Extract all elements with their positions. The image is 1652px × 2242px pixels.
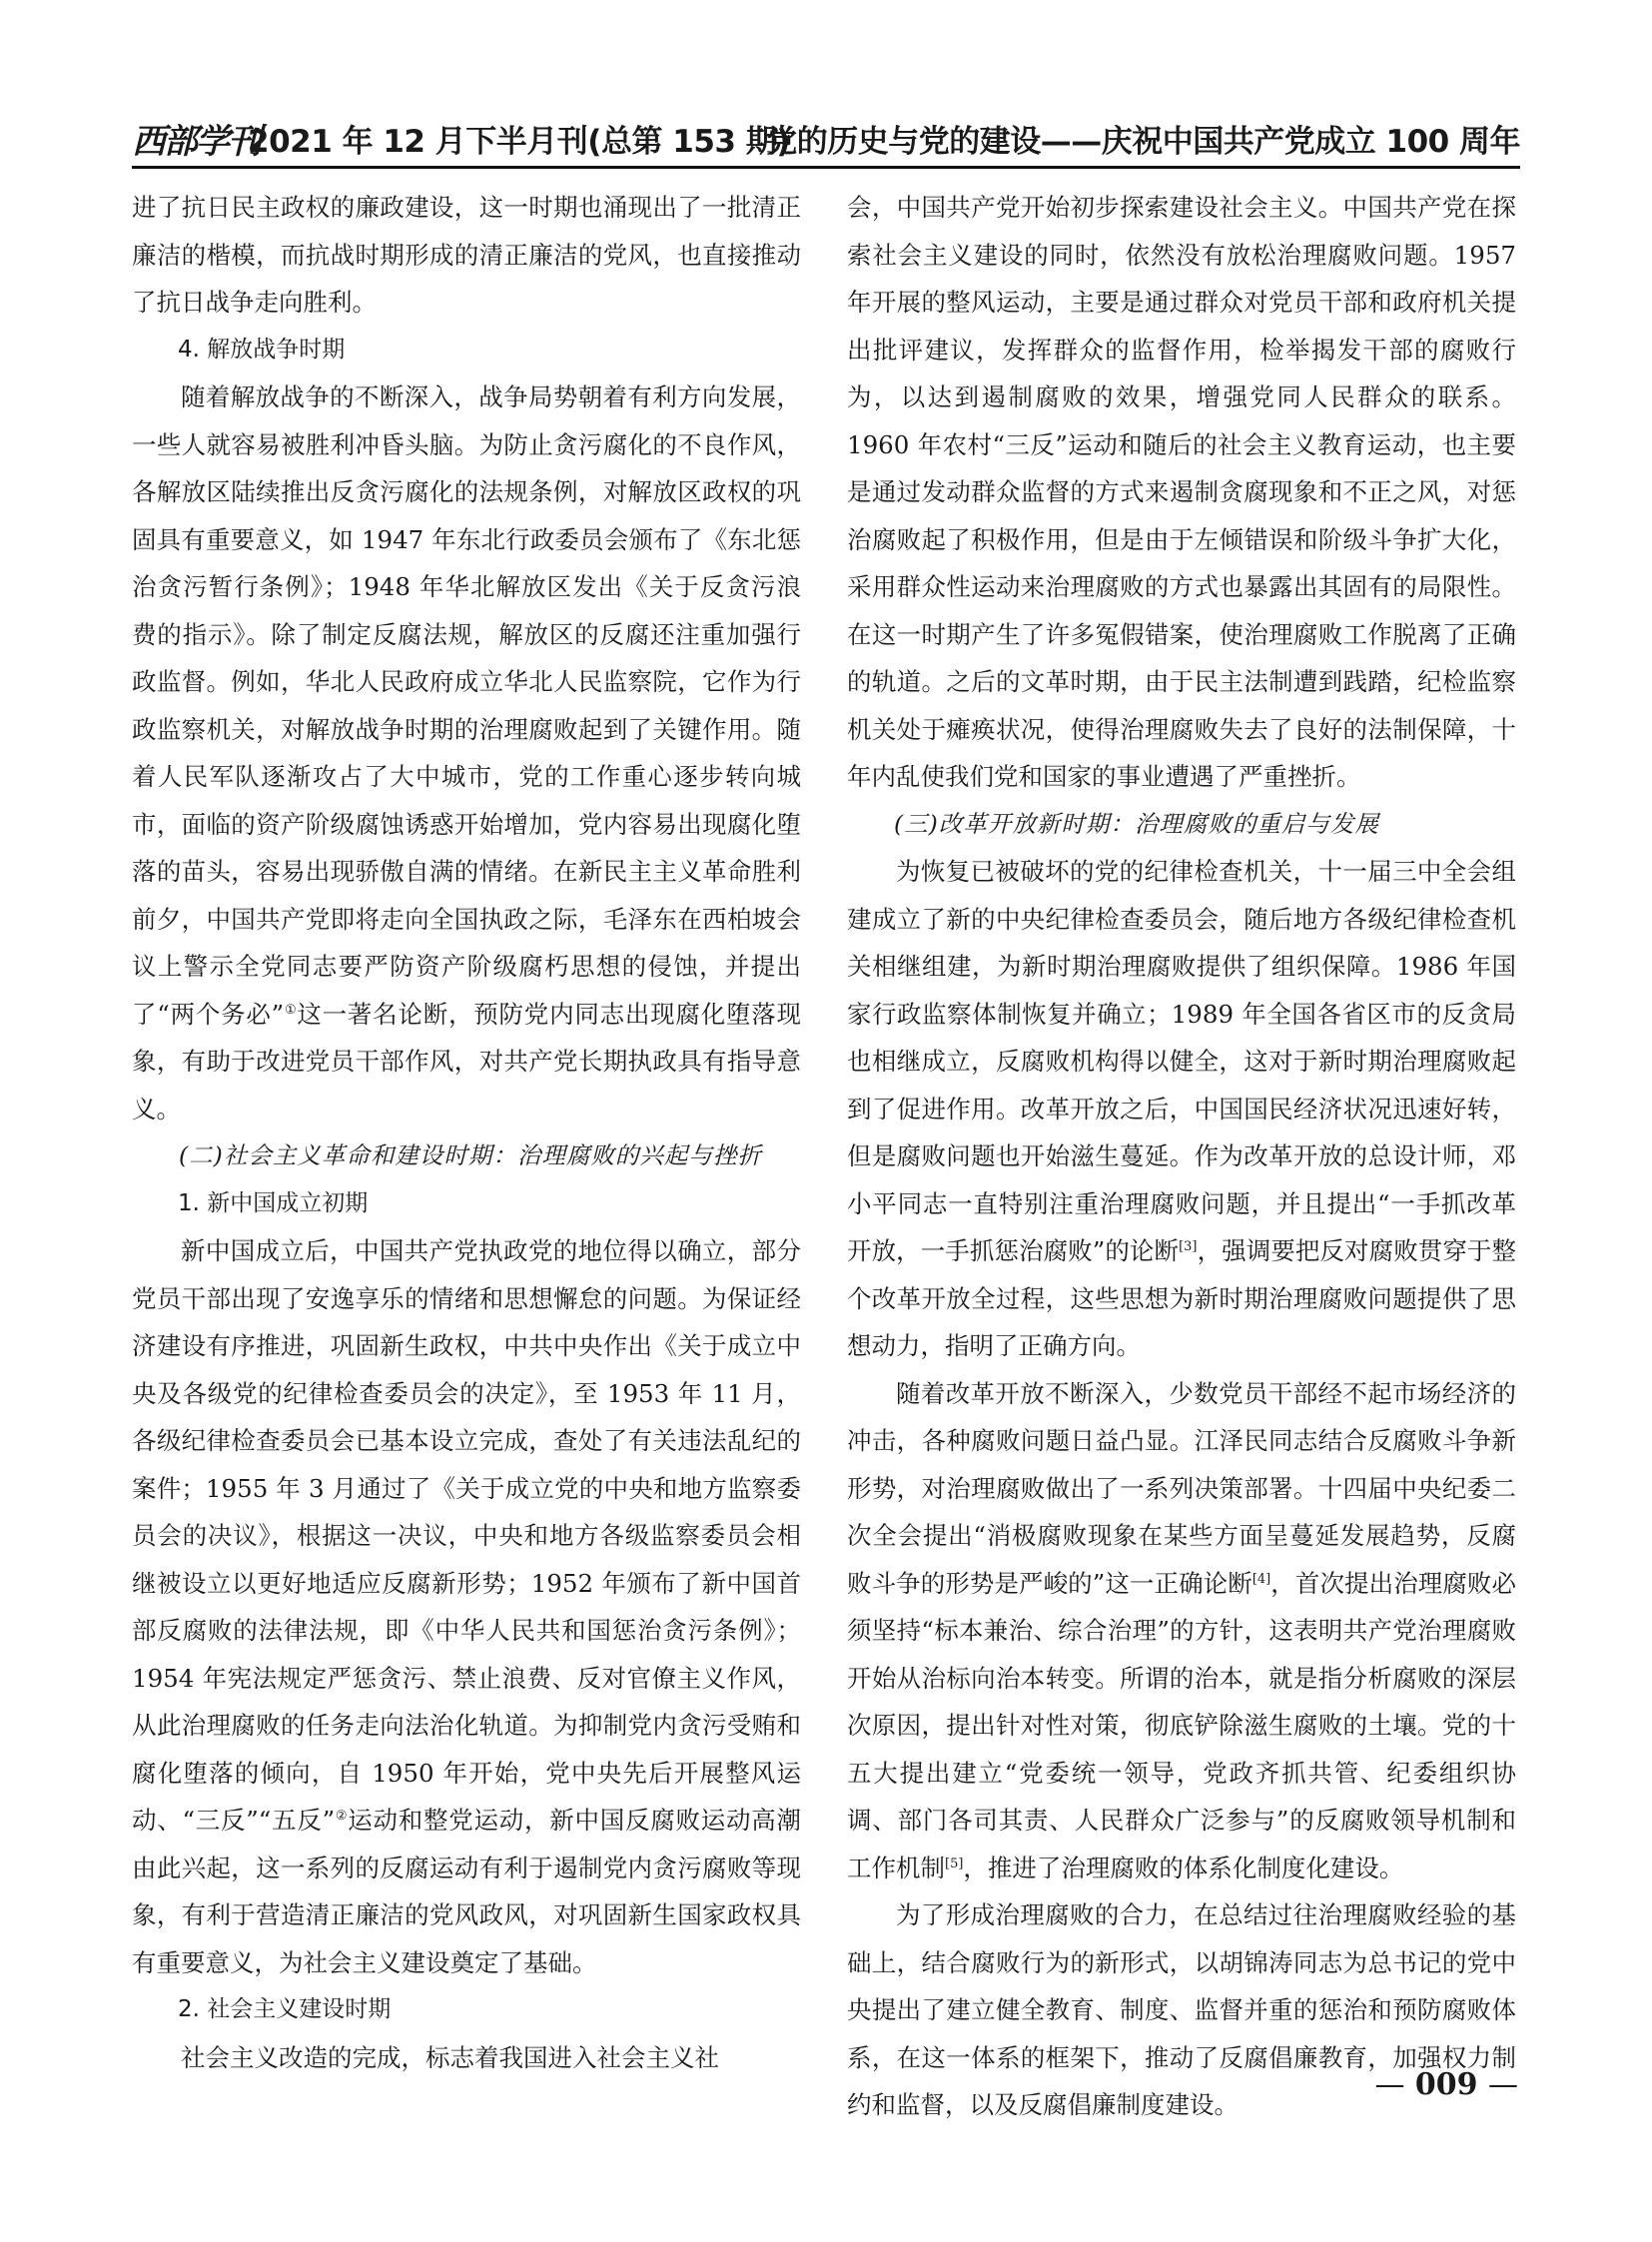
citation-marker: [5]: [945, 1856, 964, 1871]
journal-logo: 西部学刊: [132, 122, 260, 162]
footnote-marker: ②: [335, 1808, 349, 1824]
paragraph: 为恢复已被破坏的党的纪律检查机关，十一届三中全会组建成立了新的中央纪律检查委员会，随后地方各级纪律检查机关相继组建，为新时期治理腐败提供了组织保障。1986 年国家行政监察体制恢复并确立；1989 年全国各省区市的反贪局也相继成立，反腐败机构得以健全，这对于新时期治理腐败起到了促进作用。改革开放之后，中国国民经济状况迅速好转，但是腐败问题也开始滋生蔓延。作为改革开放的总设计师，邓小平同志一直特别注重治理腐败问题，并且提出“一手抓改革开放，一手抓惩治腐败”的论断[3]，强调要把反对腐败贯穿于整个改革开放全过程，这些思想为新时期治理腐败问题提供了思想动力，指明了正确方向。: [847, 857, 1516, 1360]
subheading: 1. 新中国成立初期: [178, 1189, 369, 1216]
section-heading: (三)改革开放新时期：治理腐败的重启与发展: [894, 809, 1379, 838]
paragraph: 为了形成治理腐败的合力，在总结过往治理腐败经验的基础上，结合腐败行为的新形式，以胡锦涛同志为总书记的党中央提出了建立健全教育、制度、监督并重的惩治和预防腐败体系，在这一体系的框架下，推动了反腐倡廉教育，加强权力制约和监督，以及反腐倡廉制度建设。: [847, 1900, 1516, 2119]
paragraph: 会，中国共产党开始初步探索建设社会主义。中国共产党在探索社会主义建设的同时，依然没有放松治理腐败问题。1957 年开展的整风运动，主要是通过群众对党员干部和政府机关提出批评建议，发挥群众的监督作用，检举揭发干部的腐败行为，以达到遏制腐败的效果，增强党同人民群众的联系。1960 年农村“三反”运动和随后的社会主义教育运动，也主要是通过发动群众监督的方式来遏制贪腐现象和不正之风，对惩治腐败起了积极作用，但是由于左倾错误和阶级斗争扩大化，采用群众性运动来治理腐败的方式也暴露出其固有的局限性。在这一时期产生了许多冤假错案，使治理腐败工作脱离了正确的轨道。之后的文革时期，由于民主法制遭到践踏，纪检监察机关处于瘫痪状况，使得治理腐败失去了良好的法制保障，十年内乱使我们党和国家的事业遭遇了严重挫折。: [847, 193, 1516, 791]
issue-info: 2021 年 12 月下半月刊(总第 153 期): [248, 124, 790, 160]
footnote-marker: ①: [284, 1002, 298, 1018]
citation-marker: [4]: [1251, 1571, 1271, 1587]
citation-marker: [3]: [1179, 1238, 1198, 1254]
page-dash-right: —: [1488, 2067, 1518, 2102]
paragraph: 随着解放战争的不断深入，战争局势朝着有利方向发展，一些人就容易被胜利冲昏头脑。为防止贪污腐化的不良作风，各解放区陆续推出反贪污腐化的法规条例，对解放区政权的巩固具有重要意义，如 1947 年东北行政委员会颁布了《东北惩治贪污暂行条例》；1948 年华北解放区发出《关于反贪污浪费的指示》。除了制定反腐法规，解放区的反腐还注重加强行政监督。例如，华北人民政府成立华北人民监察院，它作为行政监察机关，对解放战争时期的治理腐败起到了关键作用。随着人民军队逐渐攻占了大中城市，党的工作重心逐步转向城市，面临的资产阶级腐蚀诱惑开始增加，党内容易出现腐化堕落的苗头，容易出现骄傲自满的情绪。在新民主主义革命胜利前夕，中国共产党即将走向全国执政之际，毛泽东在西柏坡会议上警示全党同志要严防资产阶级腐朽思想的侵蚀，并提出了“两个务必”①这一著名论断，预防党内同志出现腐化堕落现象，有助于改进党员干部作风，对共产党长期执政具有指导意义。: [132, 382, 801, 1123]
paragraph: 社会主义改造的完成，标志着我国进入社会主义社: [181, 2042, 719, 2072]
page-number-value: 009: [1414, 2067, 1478, 2102]
paragraph: 新中国成立后，中国共产党执政党的地位得以确立，部分党员干部出现了安逸享乐的情绪和思想懈怠的问题。为保证经济建设有序推进，巩固新生政权，中共中央作出《关于成立中央及各级党的纪律检查委员会的决定》，至 1953 年 11 月，各级纪律检查委员会已基本设立完成，查处了有关违法乱纪的案件；1955 年 3 月通过了《关于成立党的中央和地方监察委员会的决议》，根据这一决议，中央和地方各级监察委员会相继被设立以更好地适应反腐新形势；1952 年颁布了新中国首部反腐败的法律法规，即《中华人民共和国惩治贪污条例》；1954 年宪法规定严惩贪污、禁止浪费、反对官僚主义作风，从此治理腐败的任务走向法治化轨道。为抑制党内贪污受贿和腐化堕落的倾向，自 1950 年开始，党中央先后开展整风运动、“三反”“五反”②运动和整党运动，新中国反腐败运动高潮由此兴起，这一系列的反腐运动有利于遏制党内贪污腐败等现象，有利于营造清正廉洁的党风政风，对巩固新生国家政权具有重要意义，为社会主义建设奠定了基础。: [132, 1236, 802, 1977]
section-heading: (二)社会主义革命和建设时期：治理腐败的兴起与挫折: [179, 1141, 762, 1169]
subheading: 2. 社会主义建设时期: [178, 1996, 392, 2022]
page-dash-left: —: [1374, 2067, 1405, 2102]
running-header: [132, 108, 1520, 169]
subheading: 4. 解放战争时期: [178, 336, 346, 363]
page-number: [1338, 2067, 1518, 2102]
paragraph: 进了抗日民主政权的廉政建设，这一时期也涌现出了一批清正廉洁的楷模，而抗战时期形成的清正廉洁的党风，也直接推动了抗日战争走向胜利。: [132, 193, 801, 317]
left-column: [132, 184, 802, 2072]
paragraph: 随着改革开放不断深入，少数党员干部经不起市场经济的冲击，各种腐败问题日益凸显。江泽民同志结合反腐败斗争新形势，对治理腐败做出了一系列决策部署。十四届中央纪委二次全会提出“消极腐败现象在某些方面呈蔓延发展趋势，反腐败斗争的形势是严峻的”这一正确论断[4]，首次提出治理腐败必须坚持“标本兼治、综合治理”的方针，这表明共产党治理腐败开始从治标向治本转变。所谓的治本，就是指分析腐败的深层次原因，提出针对性对策，彻底铲除滋生腐败的土壤。党的十五大提出建立“党委统一领导，党政齐抓共管、纪委组织协调、部门各司其责、人民群众广泛参与”的反腐败领导机制和工作机制[5]，推进了治理腐败的体系化制度化建设。: [847, 1378, 1516, 1882]
section-title: 党的历史与党的建设——庆祝中国共产党成立 100 周年: [766, 124, 1520, 160]
